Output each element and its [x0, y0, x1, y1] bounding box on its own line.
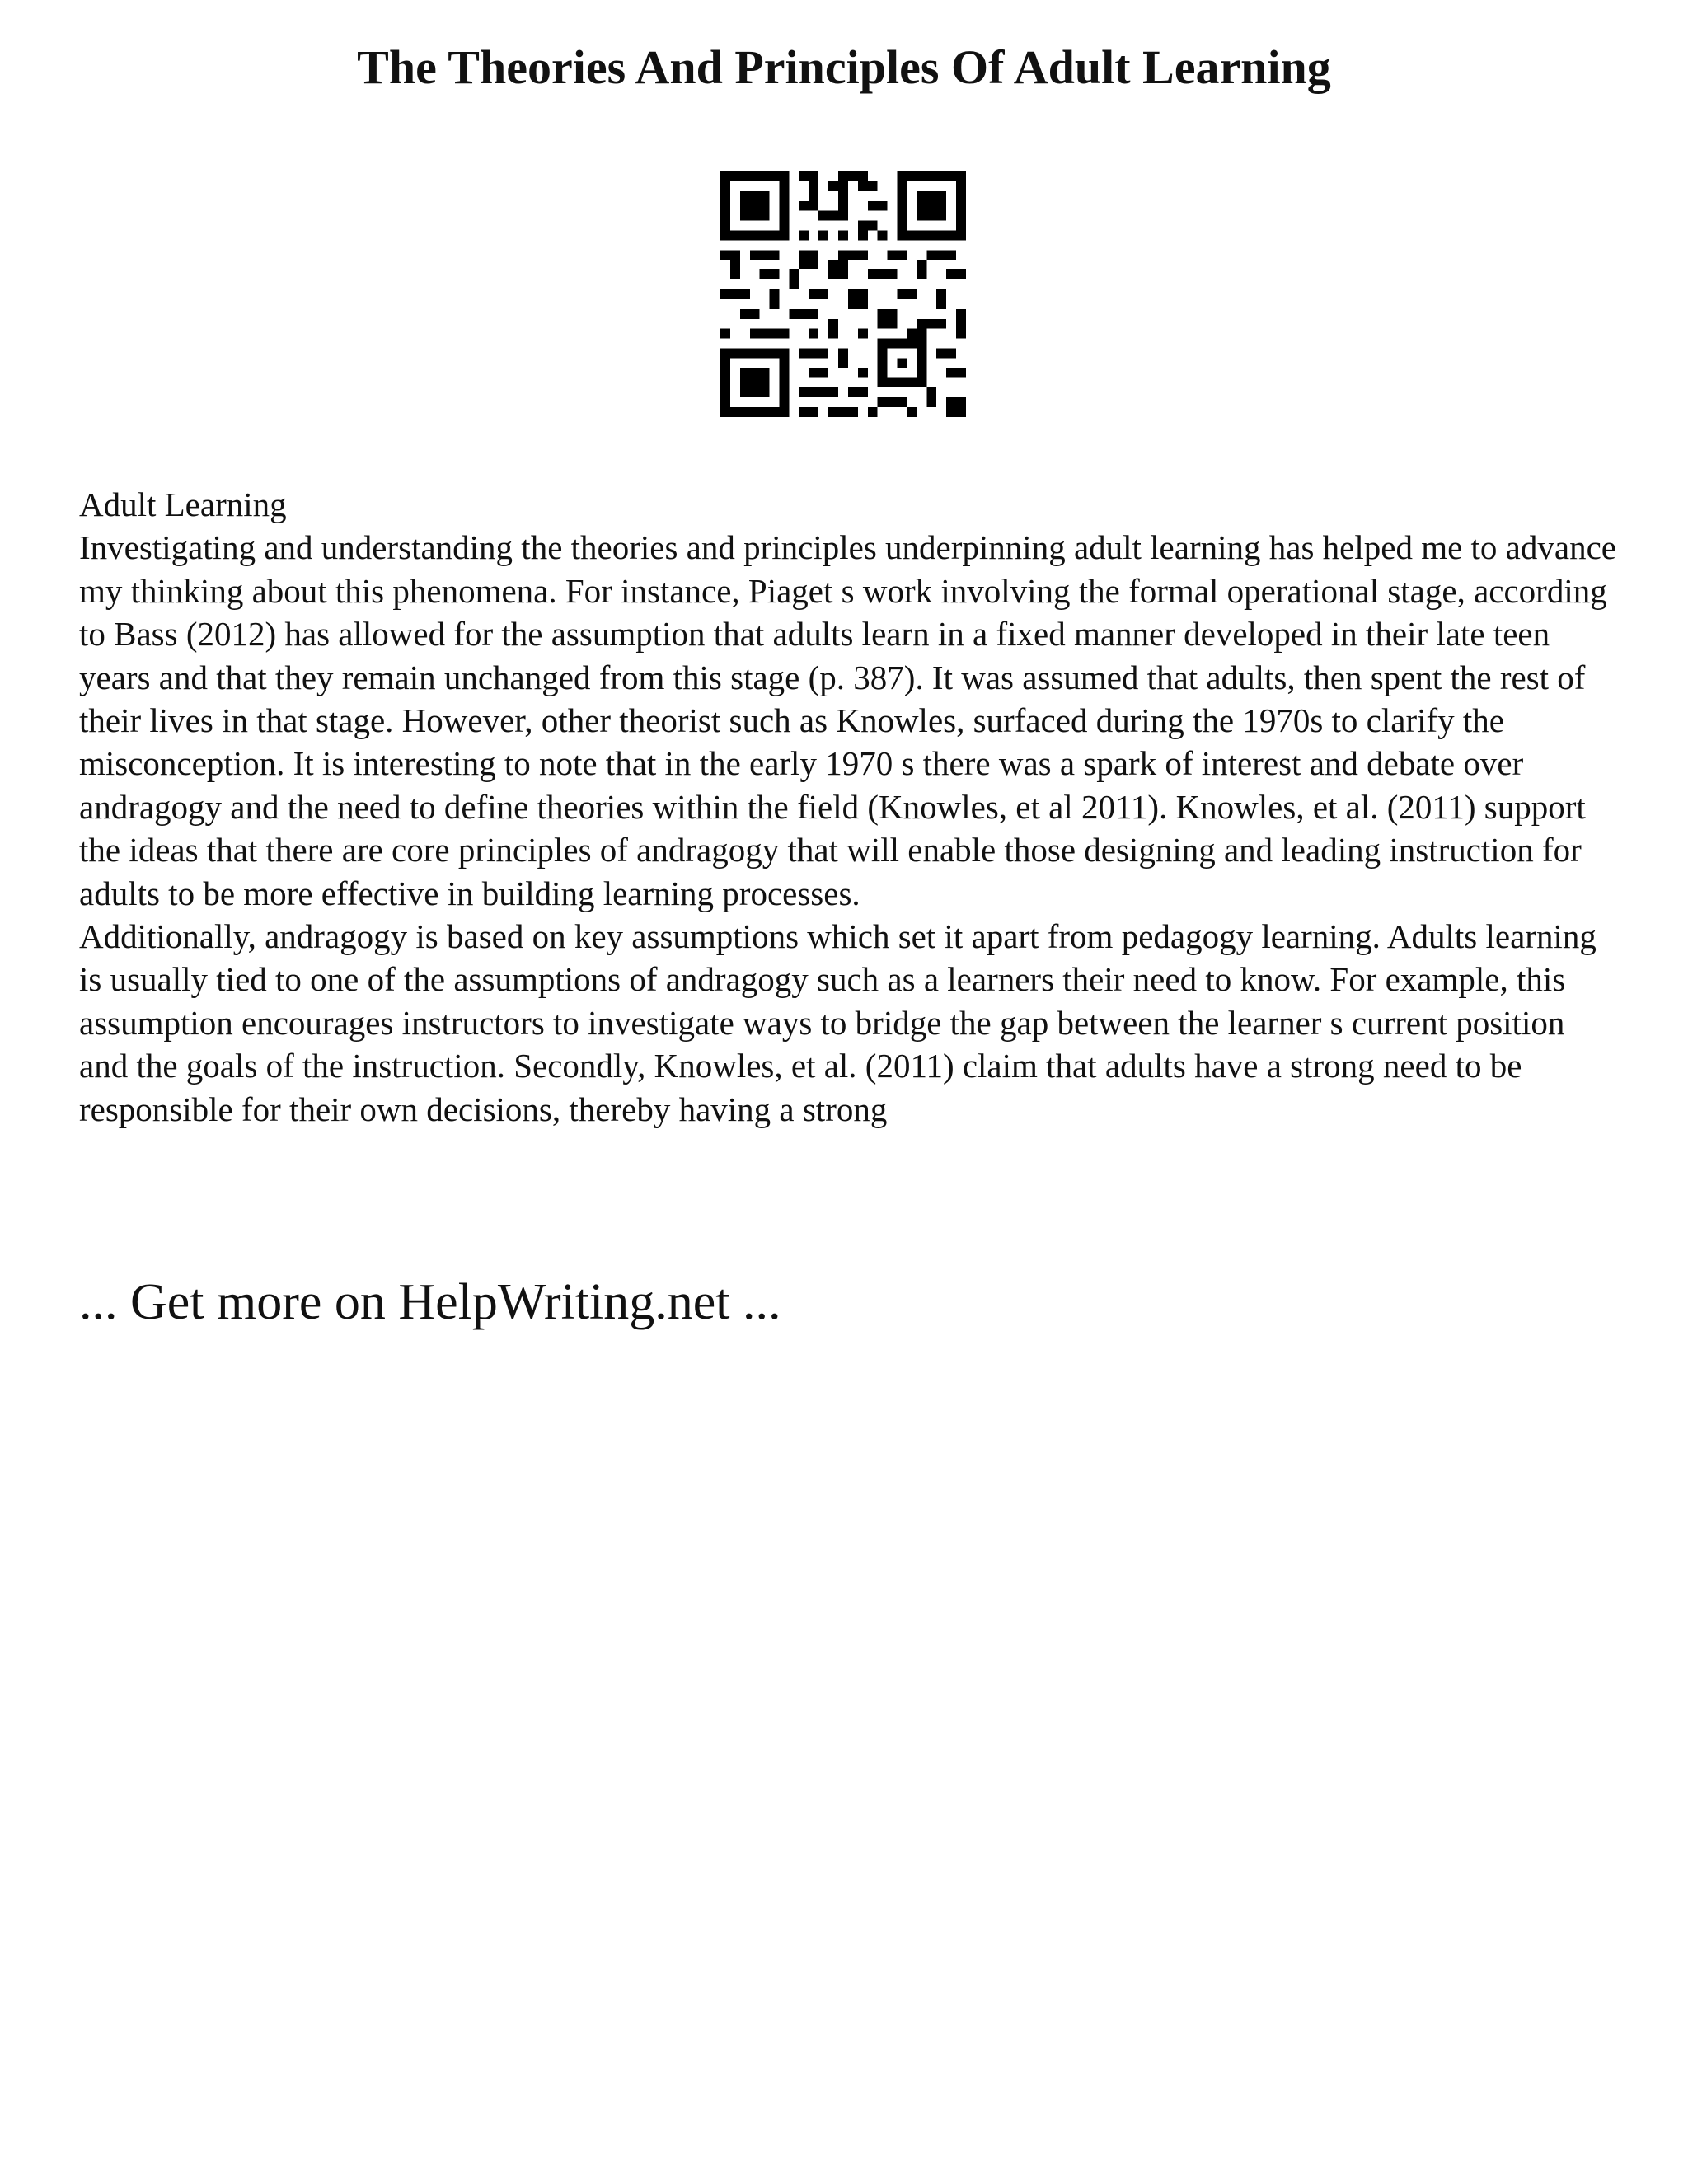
qr-code-icon — [720, 171, 966, 417]
document-title: The Theories And Principles Of Adult Learning — [357, 40, 1331, 94]
paragraph: Investigating and understanding the theories and principles underpinning adult learning has helped me to advance my thinking about this phenomena. For instance, Piaget s work involving the formal operational stage, according to Bass (2012) has allowed for the assumption that adults learn in a fixed manner developed in their late teen years and that they remain unchanged from this stage (p. 387). It was assumed that adults, then spent the rest of their lives in that stage. However, other theorist such as Knowles, surfaced during the 1970s to clarify the misconception. It is interesting to note that in the early 1970 s there was a spark of interest and debate over andragogy and the need to define theories within the field (Knowles, et al 2011). Knowles, et al. (2011) support the ideas that there are core principles of andragogy that will enable those designing and leading instruction for adults to be more effective in building learning processes. — [79, 528, 1616, 912]
section-heading: Adult Learning — [79, 485, 287, 523]
get-more-link[interactable]: ... Get more on HelpWriting.net ... — [79, 1274, 781, 1330]
paragraph: Additionally, andragogy is based on key assumptions which set it apart from pedagogy learning. Adults learning is usually tied to one of the assumptions of andragogy such as a learners their need to know. For example, this assumption encourages instructors to investigate ways to bridge the gap between the learner s current position and the goals of the instruction. Secondly, Knowles, et al. (2011) claim that adults have a strong need to be responsible for their own decisions, thereby having a strong — [79, 917, 1597, 1128]
document-body — [79, 483, 1620, 1131]
